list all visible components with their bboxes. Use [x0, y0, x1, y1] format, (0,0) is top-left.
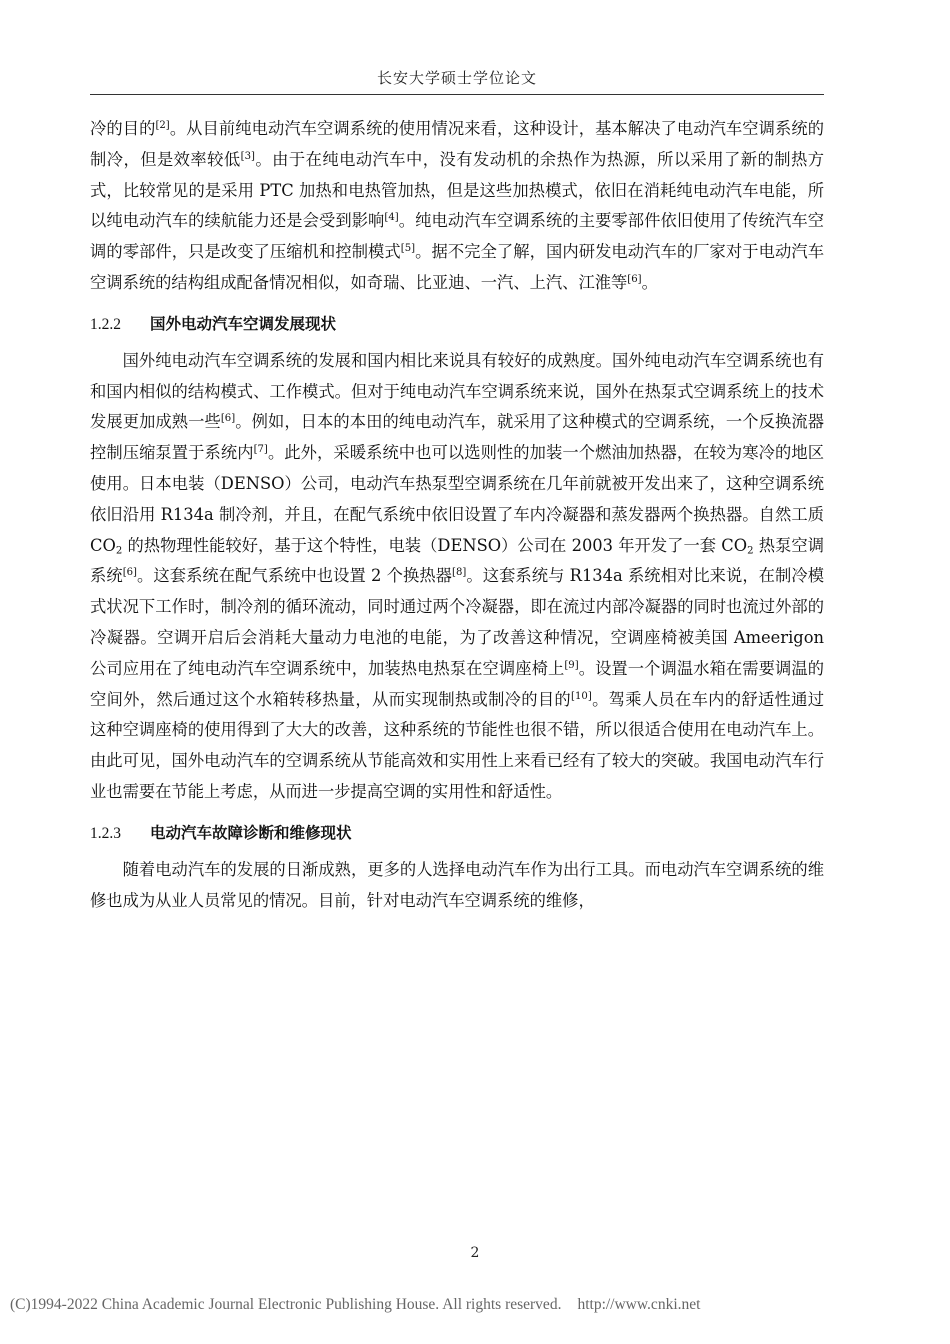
text-run: 。 — [641, 272, 658, 292]
footer-copyright-bar — [10, 1296, 940, 1314]
section-title: 国外电动汽车空调发展现状 — [150, 314, 337, 333]
subscript: 2 — [747, 545, 754, 557]
citation-ref: [6] — [220, 413, 236, 425]
section-number: 1.2.3 — [90, 824, 121, 842]
text-run: 。设置一个调温水箱在需要调温的空间外，然后通过这个水箱转移热量，从而实现制热或制冷的目的 — [90, 658, 824, 709]
text-run: 。这套系统在配气系统中也设置 2 个换热器 — [137, 566, 453, 586]
section-heading-1-2-3 — [90, 818, 824, 849]
paragraph-diagnosis-status — [90, 855, 824, 917]
copyright-text: (C)1994-2022 China Academic Journal Electronic Publishing House. All rights reserved. — [10, 1296, 562, 1313]
footer-url: http://www.cnki.net — [577, 1296, 701, 1313]
text-run: 。驾乘人员在车内的舒适性通过这种空调座椅的使用得到了大大的改善，这种系统的节能性也很不错，所以很适合使用在电动汽车上。由此可见，国外电动汽车的空调系统从节能高效和实用性上来看已经有了较大的突破。我国电动汽车行业也需要在节能上考虑，从而进一步提高空调的实用性和舒适性。 — [90, 689, 824, 801]
header-rule — [90, 94, 824, 95]
citation-ref: [10] — [571, 690, 592, 702]
text-run: 热泵空调系统 — [90, 535, 824, 586]
text-run: 。纯电动汽车空调系统的主要零部件依旧使用了传统汽车空调的零部件，只是改变了压缩机和控制模式 — [90, 211, 824, 262]
citation-ref: [4] — [384, 212, 399, 224]
paragraph-domestic-summary — [90, 114, 824, 299]
citation-ref: [6] — [627, 273, 642, 285]
text-run: 。从目前纯电动汽车空调系统的使用情况来看，这种设计，基本解决了电动汽车空调系统的制冷，但是效率较低 — [90, 119, 824, 169]
text-run: 。这套系统与 R134a 系统相对比来说，在制冷模式状况下工作时，制冷剂的循环流动，同时通过两个冷凝器，即在流过内部冷凝器的同时也流过外部的冷凝器。空调开启后会消耗大量动力电池的电能，为了改善这种情况，空调座椅被美国 Ameerigon 公司应用在了纯电动汽车空调系统中，加装热电热泵在空调座椅上 — [90, 566, 824, 678]
text-run: 国外纯电动汽车空调系统的发展和国内相比来说具有较好的成熟度。国外纯电动汽车空调系统也有和国内相似的结构模式、工作模式。但对于纯电动汽车空调系统来说，国外在热泵式空调系统上的技术发展更加成熟一些 — [90, 350, 824, 432]
citation-ref: [8] — [452, 567, 467, 579]
section-title: 电动汽车故障诊断和维修现状 — [150, 823, 352, 842]
citation-ref: [9] — [564, 659, 579, 671]
text-run: 。据不完全了解，国内研发电动汽车的厂家对于电动汽车空调系统的结构组成配备情况相似，如奇瑞、比亚迪、一汽、上汽、江淮等 — [90, 242, 824, 292]
citation-ref: [6] — [122, 567, 137, 579]
subscript: 2 — [115, 545, 123, 557]
citation-ref: [2] — [155, 119, 170, 131]
citation-ref: [3] — [240, 150, 255, 162]
running-header: 长安大学硕士学位论文 — [376, 69, 537, 87]
text-run: 随着电动汽车的发展的日渐成熟，更多的人选择电动汽车作为出行工具。而电动汽车空调系统的维修也成为从业人员常见的情况。目前，针对电动汽车空调系统的维修， — [90, 859, 824, 910]
text-run: 。由于在纯电动汽车中，没有发动机的余热作为热源，所以采用了新的制热方式，比较常见的是采用 PTC 加热和电热管加热，但是这些加热模式，依旧在消耗纯电动汽车电能，所以纯电动汽车的续航能力还是会受到影响 — [90, 149, 824, 231]
section-heading-1-2-2 — [90, 309, 824, 340]
text-run: 冷的目的 — [90, 119, 156, 138]
text-run: 。此外，采暖系统中也可以选则性的加装一个燃油加热器，在较为寒冷的地区使用。日本电装（DENSO）公司，电动汽车热泵型空调系统在几年前就被开发出来了，这种空调系统依旧沿用 R134a 制冷剂，并且，在配气系统中依旧设置了车内冷凝器和蒸发器两个换热器。自然工质 CO — [90, 443, 824, 555]
text-run: 的热物理性能较好，基于这个特性，电装（DENSO）公司在 2003 年开发了一套 CO — [122, 535, 748, 555]
section-number: 1.2.2 — [90, 315, 121, 333]
paragraph-foreign-status — [90, 346, 824, 808]
text-run: 。例如，日本的本田的纯电动汽车，就采用了这种模式的空调系统，一个反换流器控制压缩泵置于系统内 — [90, 412, 824, 463]
citation-ref: [5] — [400, 243, 416, 255]
citation-ref: [7] — [253, 444, 268, 456]
body-text — [90, 114, 824, 916]
page-number: 2 — [470, 1245, 480, 1261]
